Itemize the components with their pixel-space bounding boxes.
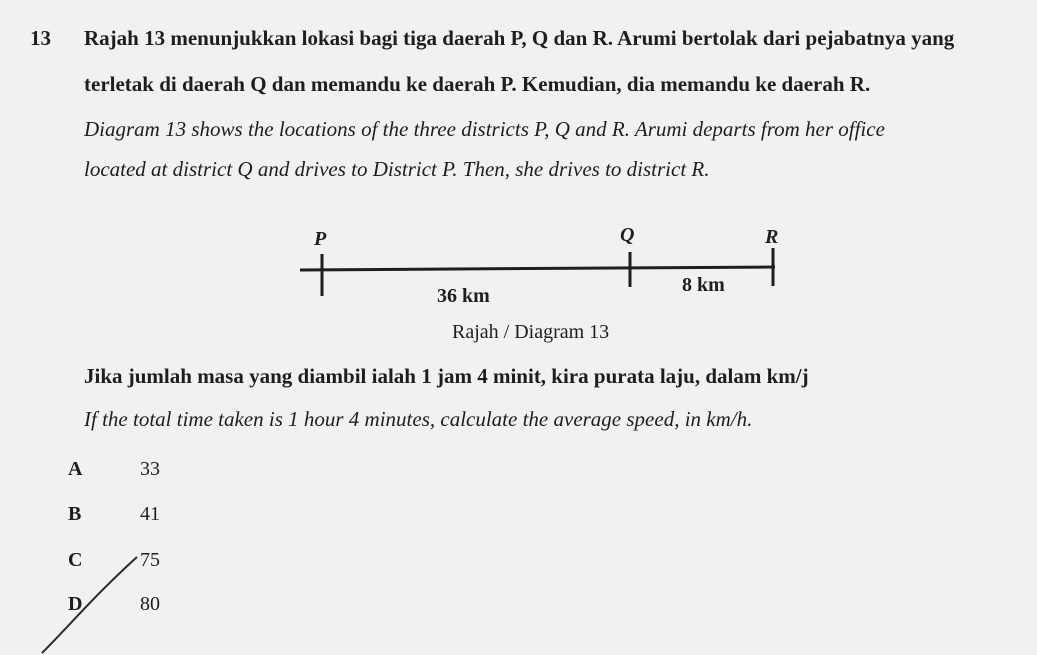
malay-text-line-2: terletak di daerah Q dan memandu ke daerah P. Kemudian, dia memandu ke daerah R. (84, 72, 871, 96)
option-value: 80 (140, 593, 160, 615)
check-mark-icon (40, 555, 150, 655)
option-a[interactable] (68, 458, 160, 481)
english-prompt: If the total time taken is 1 hour 4 minutes, calculate the average speed, in km/h. (84, 407, 753, 431)
malay-text-line-1: Rajah 13 menunjukkan lokasi bagi tiga daerah P, Q dan R. Arumi bertolak dari pejabatnya yang (84, 26, 955, 50)
question-number: 13 (30, 26, 51, 50)
label-p: P (314, 228, 327, 250)
option-letter: C (68, 549, 83, 571)
diagram-caption: Rajah / Diagram 13 (452, 321, 610, 343)
malay-prompt: Jika jumlah masa yang diambil ialah 1 jam 4 minit, kira purata laju, dalam km/j (84, 364, 809, 388)
distance-pq-label: 36 km (437, 285, 490, 307)
english-text-line-2: located at district Q and drives to District P. Then, she drives to district R. (84, 157, 710, 181)
distance-qr-label: 8 km (682, 274, 725, 296)
diagram-lines (290, 218, 790, 318)
option-value: 75 (140, 549, 160, 571)
option-value: 33 (140, 458, 160, 480)
option-letter: A (68, 458, 83, 480)
route-line (300, 267, 775, 270)
distance-diagram (290, 218, 790, 318)
label-r: R (765, 226, 779, 248)
option-b[interactable] (68, 503, 160, 526)
option-value: 41 (140, 503, 160, 525)
english-text-line-1: Diagram 13 shows the locations of the three districts P, Q and R. Arumi departs from her office (84, 117, 885, 141)
option-letter: B (68, 503, 82, 525)
option-letter: D (68, 593, 83, 615)
label-q: Q (620, 224, 635, 246)
